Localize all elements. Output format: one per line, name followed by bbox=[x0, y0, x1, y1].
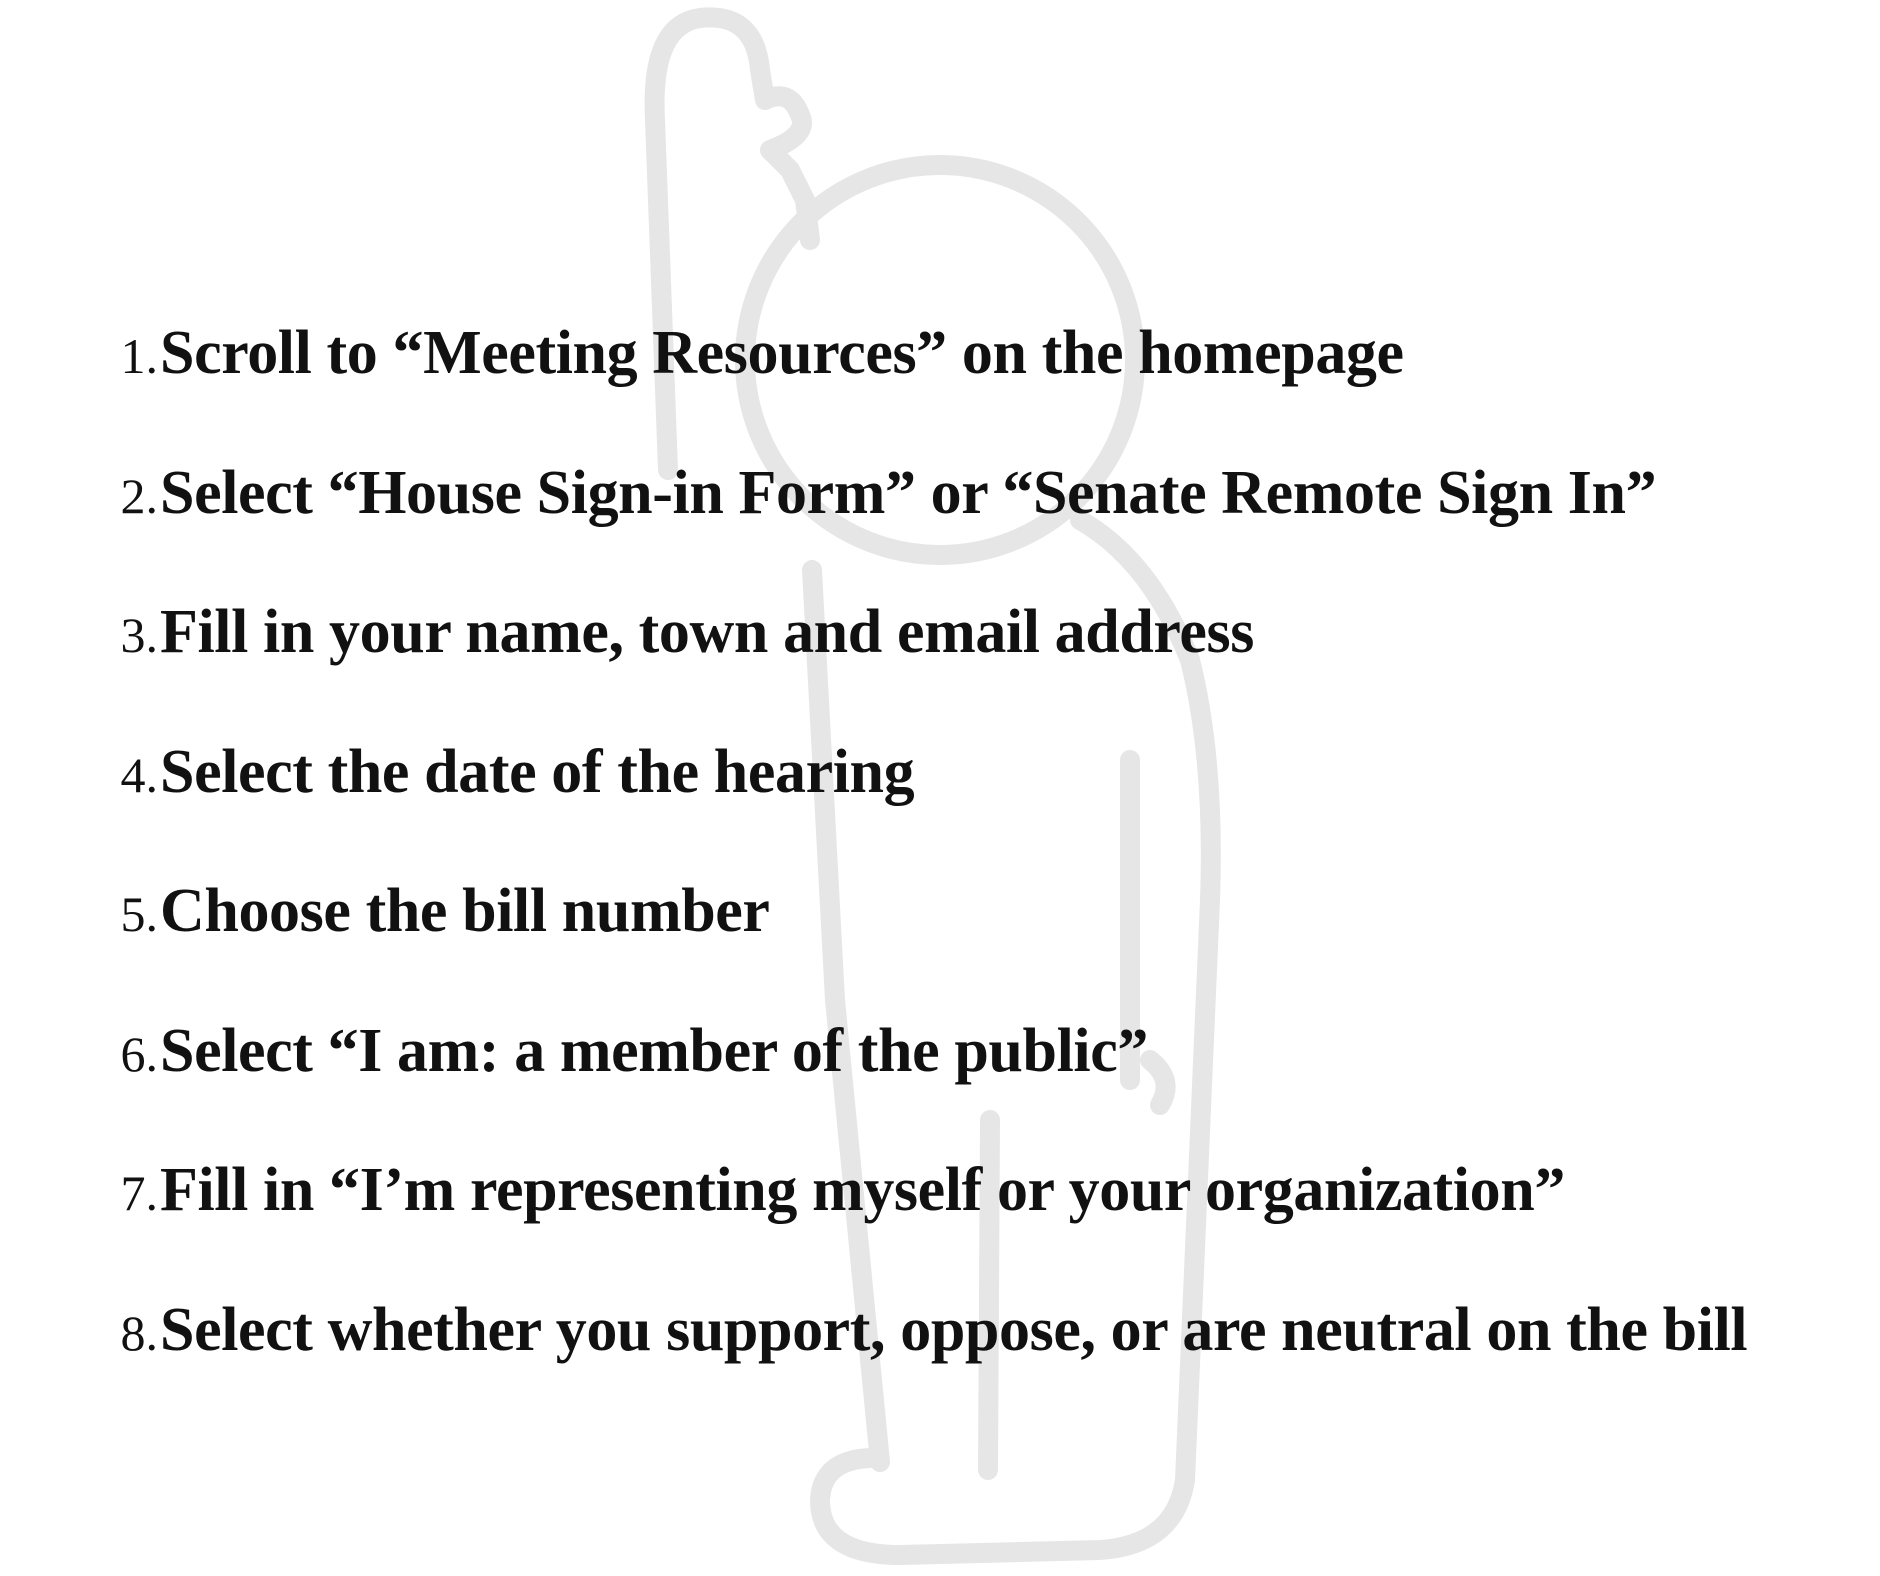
step-number: 6. bbox=[120, 1025, 158, 1082]
step-number: 8. bbox=[120, 1304, 158, 1361]
step-number: 7. bbox=[120, 1165, 158, 1221]
step-number: 1. bbox=[120, 328, 158, 384]
step-number: 4. bbox=[120, 746, 158, 803]
instruction-steps-list bbox=[100, 318, 1747, 1434]
step-number: 2. bbox=[120, 467, 158, 524]
step-2 bbox=[100, 458, 1747, 598]
step-8 bbox=[100, 1295, 1747, 1435]
step-text: Fill in your name, town and email address bbox=[160, 598, 1254, 666]
step-number: 5. bbox=[120, 886, 158, 942]
step-text: Select whether you support, oppose, or are neutral on the bill bbox=[160, 1295, 1748, 1364]
step-text: Fill in “I’m representing myself or your organization” bbox=[160, 1156, 1565, 1224]
step-1 bbox=[100, 318, 1747, 458]
step-3 bbox=[100, 597, 1747, 737]
step-4 bbox=[100, 737, 1747, 877]
step-6 bbox=[100, 1016, 1747, 1156]
step-7 bbox=[100, 1155, 1747, 1295]
step-text: Select the date of the hearing bbox=[160, 737, 915, 806]
step-text: Select “I am: a member of the public” bbox=[160, 1016, 1148, 1085]
step-number: 3. bbox=[120, 607, 158, 663]
step-text: Scroll to “Meeting Resources” on the homepage bbox=[160, 319, 1404, 387]
step-text: Choose the bill number bbox=[160, 877, 770, 945]
step-text: Select “House Sign-in Form” or “Senate Remote Sign In” bbox=[160, 458, 1657, 527]
step-5 bbox=[100, 876, 1747, 1016]
